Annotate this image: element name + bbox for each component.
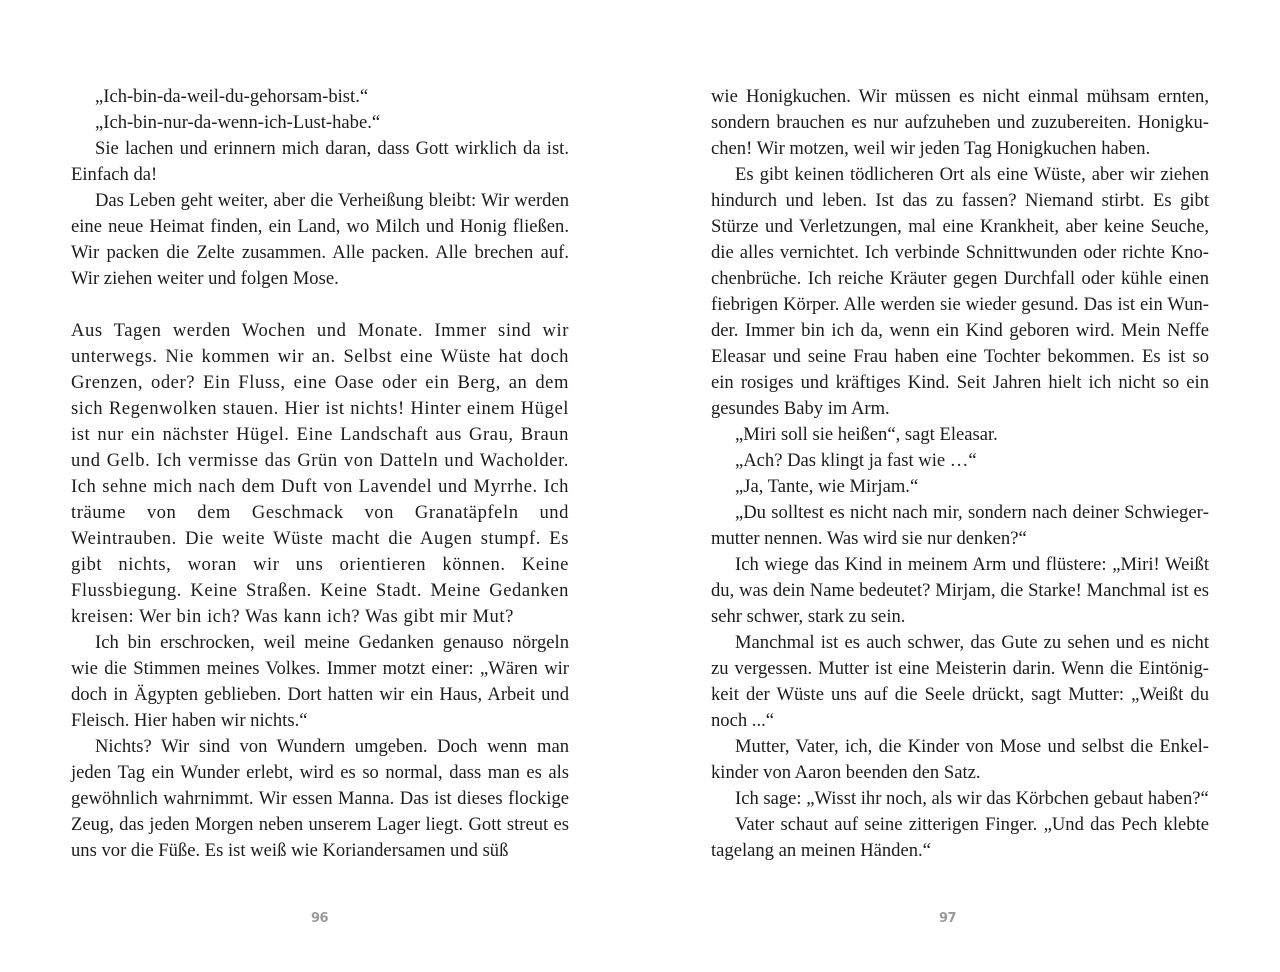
- paragraph: Nichts? Wir sind von Wundern umgeben. Doch wenn man jeden Tag ein Wunder erlebt, wird es so normal, dass man es als gewöhnlich wahrnimmt. Wir essen Manna. Das ist dieses flockige Zeug, das jeden Morgen neben unserem Lager liegt. Gott streut es uns vor die Füße. Es ist weiß wie Koriandersamen und süß: [71, 736, 569, 861]
- paragraph: Ich wiege das Kind in meinem Arm und flüstere: „Miri! Weißt du, was dein Name bedeutet? Mirjam, die Starke! Manchmal ist es sehr schwer, stark zu sein.: [711, 554, 1209, 627]
- continued-paragraph: wie Honigkuchen. Wir müssen es nicht einmal mühsam ernten, sondern brauchen es nur aufzuheben und zuzubereiten. Honigkuchen! Wir motzen, weil wir jeden Tag Honigkuchen haben.: [711, 86, 1209, 159]
- paragraph: Sie lachen und erinnern mich daran, dass Gott wirklich da ist. Einfach da!: [71, 138, 569, 185]
- page-number-left: 96: [311, 911, 329, 926]
- paragraph: „Ich-bin-nur-da-wenn-ich-Lust-habe.“: [95, 112, 381, 133]
- paragraph: Das Leben geht weiter, aber die Verheißung bleibt: Wir werden eine neue Heimat finden, ein Land, wo Milch und Honig fließen. Wir packen die Zelte zusammen. Alle packen. Alle brechen auf. Wir ziehen weiter und folgen Mose.: [71, 190, 569, 289]
- paragraph: „Miri soll sie heißen“, sagt Eleasar.: [735, 424, 998, 445]
- paragraph: Ich sage: „Wisst ihr noch, als wir das Körbchen gebaut haben?“: [735, 788, 1209, 809]
- paragraph: „Du solltest es nicht nach mir, sondern nach deiner Schwiegermutter nennen. Was wird sie nur denken?“: [711, 502, 1209, 549]
- paragraph: „Ja, Tante, wie Mirjam.“: [735, 476, 919, 497]
- right-page: [711, 84, 1209, 864]
- paragraph: „Ich-bin-da-weil-du-gehorsam-bist.“: [95, 86, 369, 107]
- section-opening-paragraph: Aus Tagen werden Wochen und Monate. Immer sind wir unterwegs. Nie kommen wir an. Selbst eine Wüste hat doch Grenzen, oder? Ein Fluss, eine Oase oder ein Berg, an dem sich Regenwolken stauen. Hier ist nichts! Hinter einem Hügel ist nur ein nächster Hügel. Eine Landschaft aus Grau, Braun und Gelb. Ich vermisse das Grün von Datteln und Wacholder. Ich sehne mich nach dem Duft von Lavendel und Myrrhe. Ich träume von dem Geschmack von Granatäpfeln und Weintrauben. Die weite Wüste macht die Augen stumpf. Es gibt nichts, woran wir uns orientieren können. Keine Flussbiegung. Keine Straßen. Keine Stadt. Meine Gedanken kreisen: Wer bin ich? Was kann ich? Was gibt mir Mut?: [71, 320, 569, 627]
- paragraph: Ich bin erschrocken, weil meine Gedanken genauso nörgeln wie die Stimmen meines Volkes. Immer motzt einer: „Wären wir doch in Ägypten geblieben. Dort hatten wir ein Haus, Arbeit und Fleisch. Hier haben wir nichts.“: [71, 632, 569, 731]
- paragraph: Manchmal ist es auch schwer, das Gute zu sehen und es nicht zu vergessen. Mutter ist eine Meisterin darin. Wenn die Eintönigkeit der Wüste uns auf die Seele drückt, sagt Mutter: „Weißt du noch ...“: [711, 632, 1209, 731]
- paragraph: Vater schaut auf seine zitterigen Finger. „Und das Pech klebte tagelang an meinen Händen.“: [711, 814, 1209, 861]
- paragraph: Mutter, Vater, ich, die Kinder von Mose und selbst die Enkelkinder von Aaron beenden den Satz.: [711, 736, 1209, 783]
- left-page: [71, 84, 569, 864]
- page-number-right: 97: [939, 911, 957, 926]
- paragraph: Es gibt keinen tödlicheren Ort als eine Wüste, aber wir ziehen hindurch und leben. Ist das zu fassen? Niemand stirbt. Es gibt Stürze und Verletzungen, mal eine Krankheit, aber keine Seuche, die alles vernichtet. Ich verbinde Schnittwunden oder richte Knochenbrüche. Ich reiche Kräuter gegen Durchfall oder kühle einen fiebrigen Körper. Alle werden sie wieder gesund. Das ist ein Wunder. Immer bin ich da, wenn ein Kind geboren wird. Mein Neffe Eleasar und seine Frau haben eine Tochter bekommen. Es ist so ein rosiges und kräftiges Kind. Seit Jahren hielt ich nicht so ein gesundes Baby im Arm.: [711, 164, 1209, 419]
- paragraph: „Ach? Das klingt ja fast wie …“: [735, 450, 977, 471]
